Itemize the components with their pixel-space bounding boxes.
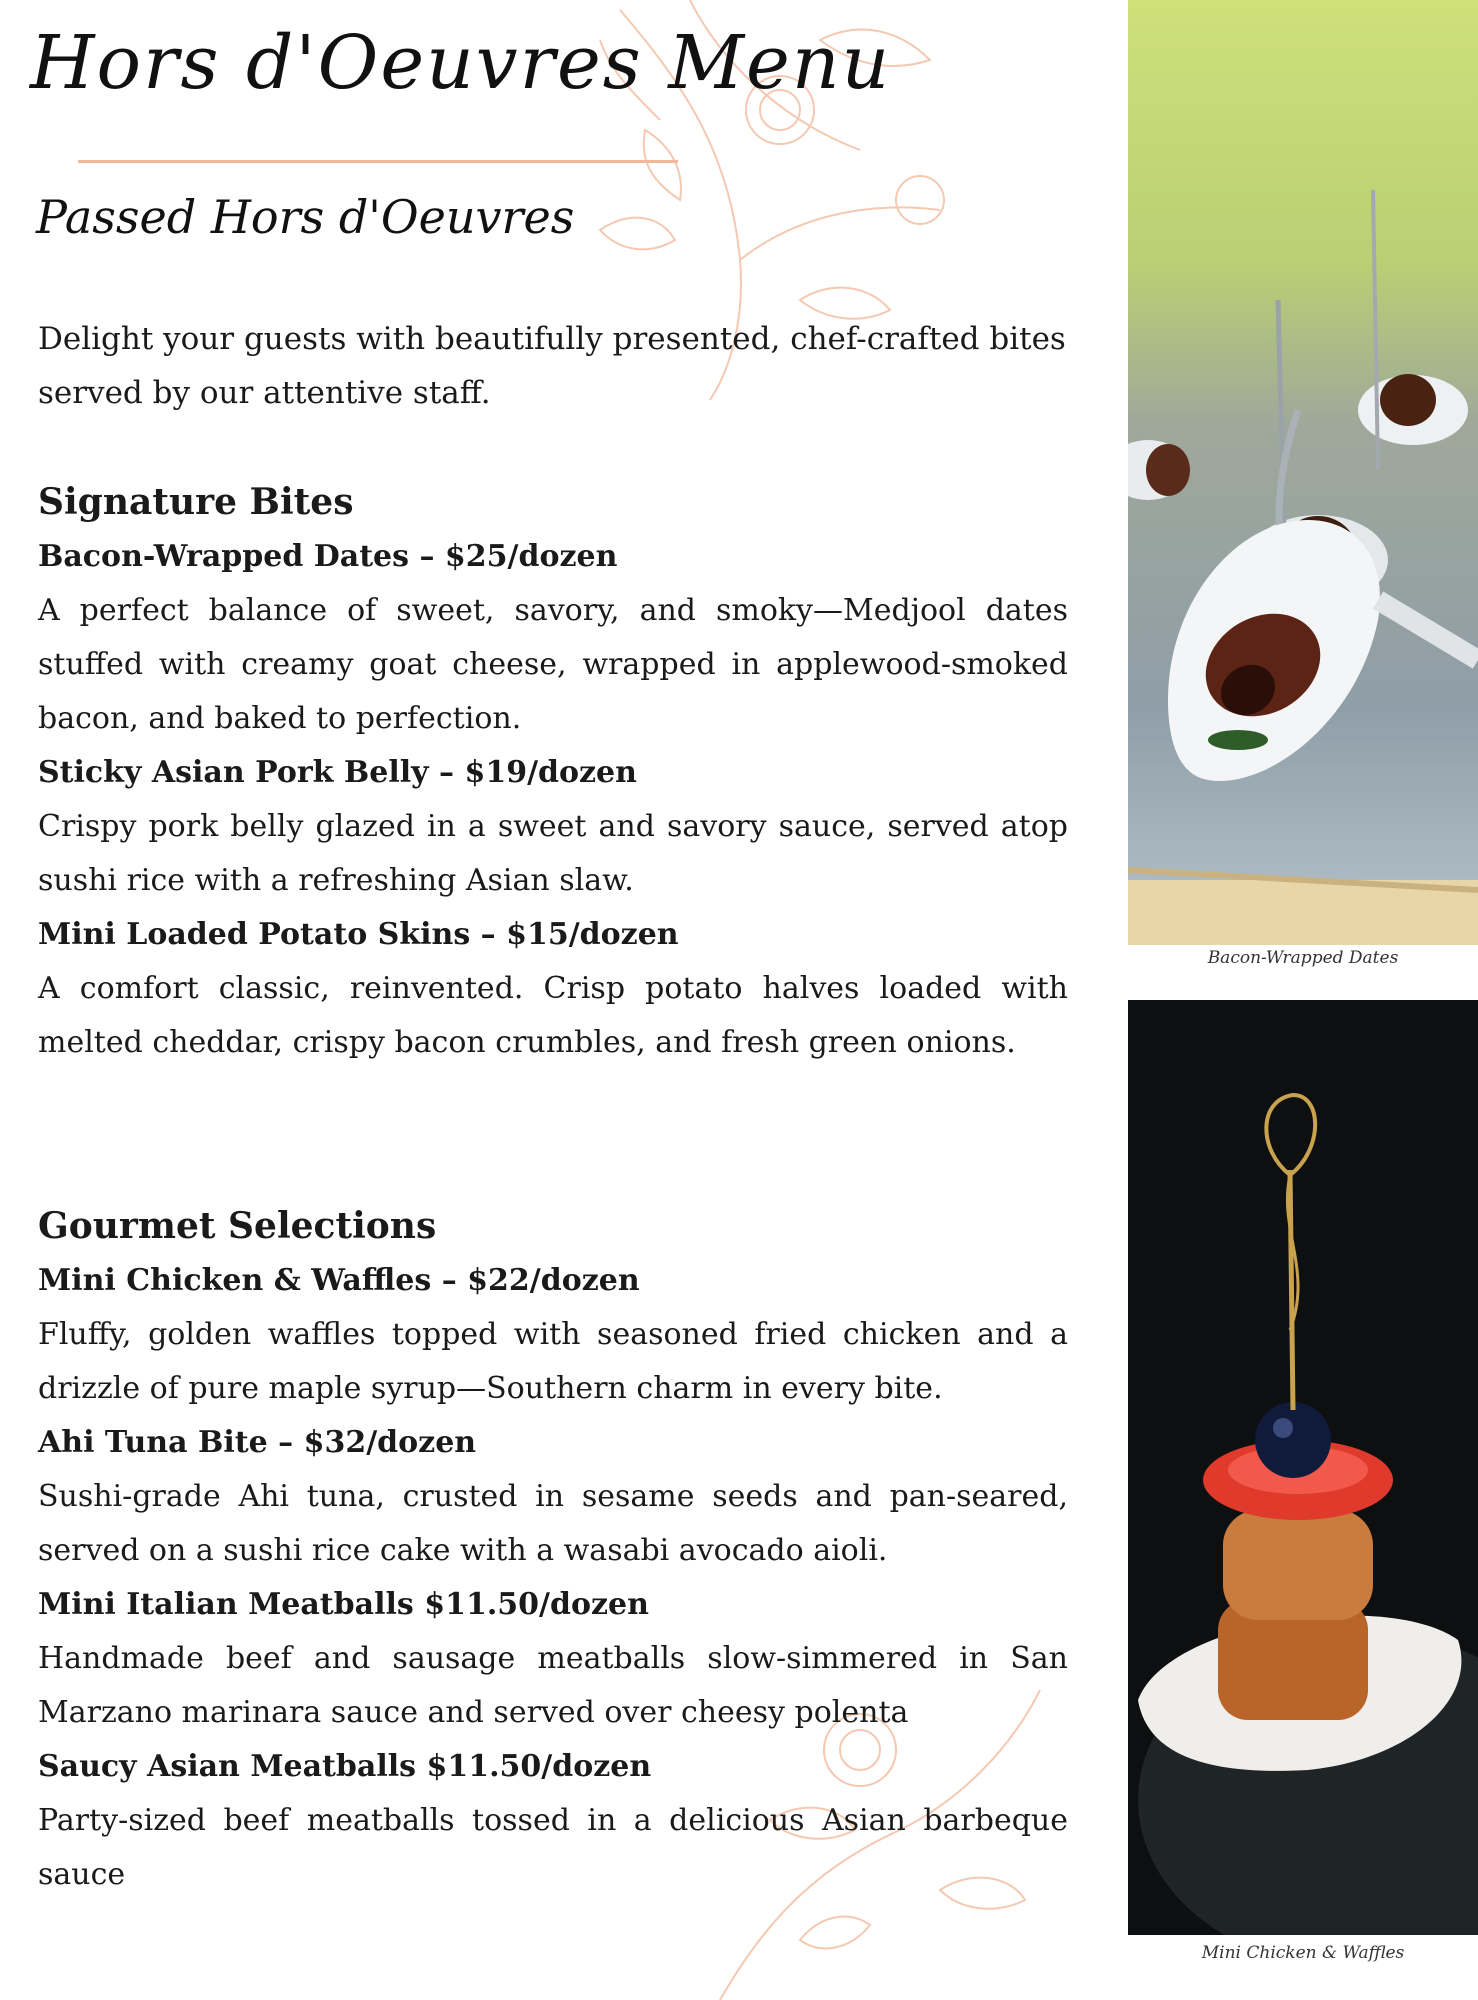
item-name: Bacon-Wrapped Dates – $25/dozen <box>38 539 618 574</box>
item-description: Sushi-grade Ahi tuna, crusted in sesame seeds and pan-seared, served on a sushi rice cake with a wasabi avocado aioli. <box>38 1479 1068 1568</box>
menu-item <box>38 1416 1068 1578</box>
item-name: Ahi Tuna Bite – $32/dozen <box>38 1425 477 1460</box>
title-divider <box>78 160 678 163</box>
menu-content <box>38 312 1068 1902</box>
item-name: Sticky Asian Pork Belly – $19/dozen <box>38 755 637 790</box>
menu-item <box>38 1740 1068 1902</box>
menu-title: Hors d'Oeuvres Menu <box>30 20 892 106</box>
menu-item <box>38 1578 1068 1740</box>
mini-chicken-and-waffles-photo <box>1128 1000 1478 1935</box>
section-signature-bites <box>38 474 1068 1070</box>
intro-text: Delight your guests with beautifully presented, chef-crafted bites served by our attentive staff. <box>38 321 1066 411</box>
menu-item <box>38 908 1068 1070</box>
bacon-wrapped-dates-photo <box>1128 0 1478 945</box>
photo-caption: Mini Chicken & Waffles <box>1201 1943 1405 1963</box>
item-description: A comfort classic, reinvented. Crisp potato halves loaded with melted cheddar, crispy bacon crumbles, and fresh green onions. <box>38 971 1068 1060</box>
item-description: Crispy pork belly glazed in a sweet and savory sauce, served atop sushi rice with a refreshing Asian slaw. <box>38 809 1068 898</box>
item-description: Handmade beef and sausage meatballs slow-simmered in San Marzano marinara sauce and served over cheesy polenta <box>38 1641 1068 1730</box>
menu-item <box>38 530 1068 746</box>
photo-caption: Bacon-Wrapped Dates <box>1207 948 1399 968</box>
item-name: Mini Loaded Potato Skins – $15/dozen <box>38 917 679 952</box>
item-description: A perfect balance of sweet, savory, and smoky—Medjool dates stuffed with creamy goat cheese, wrapped in applewood-smoked bacon, and baked to perfection. <box>38 593 1068 736</box>
section-title: Signature Bites <box>38 481 354 523</box>
item-description: Party-sized beef meatballs tossed in a delicious Asian barbeque sauce <box>38 1803 1068 1892</box>
item-description: Fluffy, golden waffles topped with seasoned fried chicken and a drizzle of pure maple syrup—Southern charm in every bite. <box>38 1317 1068 1406</box>
item-name: Mini Italian Meatballs $11.50/dozen <box>38 1587 649 1622</box>
section-title: Gourmet Selections <box>38 1205 437 1247</box>
menu-item <box>38 746 1068 908</box>
item-name: Mini Chicken & Waffles – $22/dozen <box>38 1263 640 1298</box>
item-name: Saucy Asian Meatballs $11.50/dozen <box>38 1749 652 1784</box>
menu-item <box>38 1254 1068 1416</box>
section-gourmet-selections <box>38 1198 1068 1902</box>
menu-subtitle: Passed Hors d'Oeuvres <box>36 190 575 244</box>
